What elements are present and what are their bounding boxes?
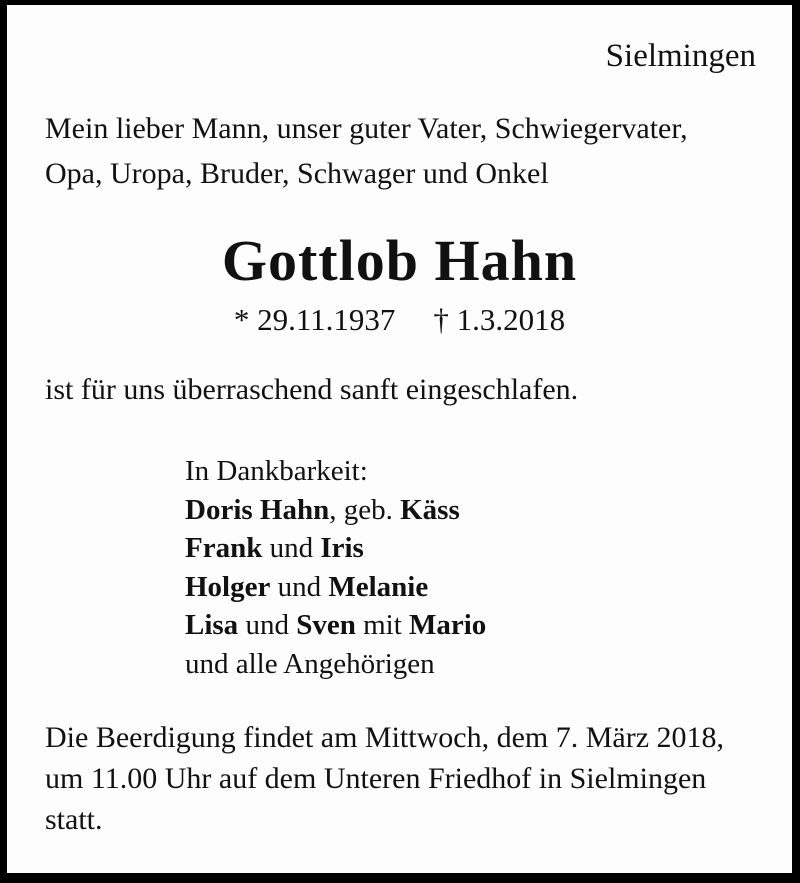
funeral-line: statt. xyxy=(45,803,103,836)
deceased-name: Gottlob Hahn xyxy=(221,228,578,293)
birth-date: * 29.11.1937 xyxy=(233,302,396,337)
family-member-name: Holger xyxy=(185,570,271,603)
family-line-text: und xyxy=(238,609,297,641)
location-label: Sielmingen xyxy=(605,38,756,74)
death-date: † 1.3.2018 xyxy=(433,302,566,337)
family-line xyxy=(185,606,486,645)
family-closing-line: und alle Angehörigen xyxy=(185,647,435,680)
family-line xyxy=(185,491,486,530)
family-member-name: Lisa xyxy=(185,609,239,641)
family-member-name: Sven xyxy=(296,609,356,641)
family-line-text: mit xyxy=(355,609,409,641)
intro-line: Opa, Uropa, Bruder, Schwager und Onkel xyxy=(45,157,549,190)
life-dates xyxy=(7,302,792,338)
family-member-name: Käss xyxy=(400,493,460,526)
family-member-name: Doris Hahn xyxy=(185,493,330,526)
family-member-name: Melanie xyxy=(328,570,429,603)
family-member-name: Mario xyxy=(409,609,487,641)
family-line xyxy=(185,568,486,607)
family-member-name: Iris xyxy=(320,532,364,564)
funeral-line: um 11.00 Uhr auf dem Unteren Friedhof in Sielmingen xyxy=(45,762,707,795)
funeral-line: Die Beerdigung findet am Mittwoch, dem 7. März 2018, xyxy=(45,721,725,754)
family-line-text: und xyxy=(270,570,329,603)
funeral-info xyxy=(45,717,724,840)
family-line-text: , geb. xyxy=(329,493,401,526)
condolence-sentence: ist für uns überraschend sanft eingeschlafen. xyxy=(45,373,579,406)
intro-paragraph xyxy=(45,106,688,196)
family-member-name: Frank xyxy=(185,532,263,564)
intro-line: Mein lieber Mann, unser guter Vater, Schwiegervater, xyxy=(45,112,688,145)
family-line xyxy=(185,529,486,568)
family-block xyxy=(185,452,486,683)
family-line-text: und xyxy=(262,532,321,564)
gratitude-heading: In Dankbarkeit: xyxy=(185,455,368,487)
